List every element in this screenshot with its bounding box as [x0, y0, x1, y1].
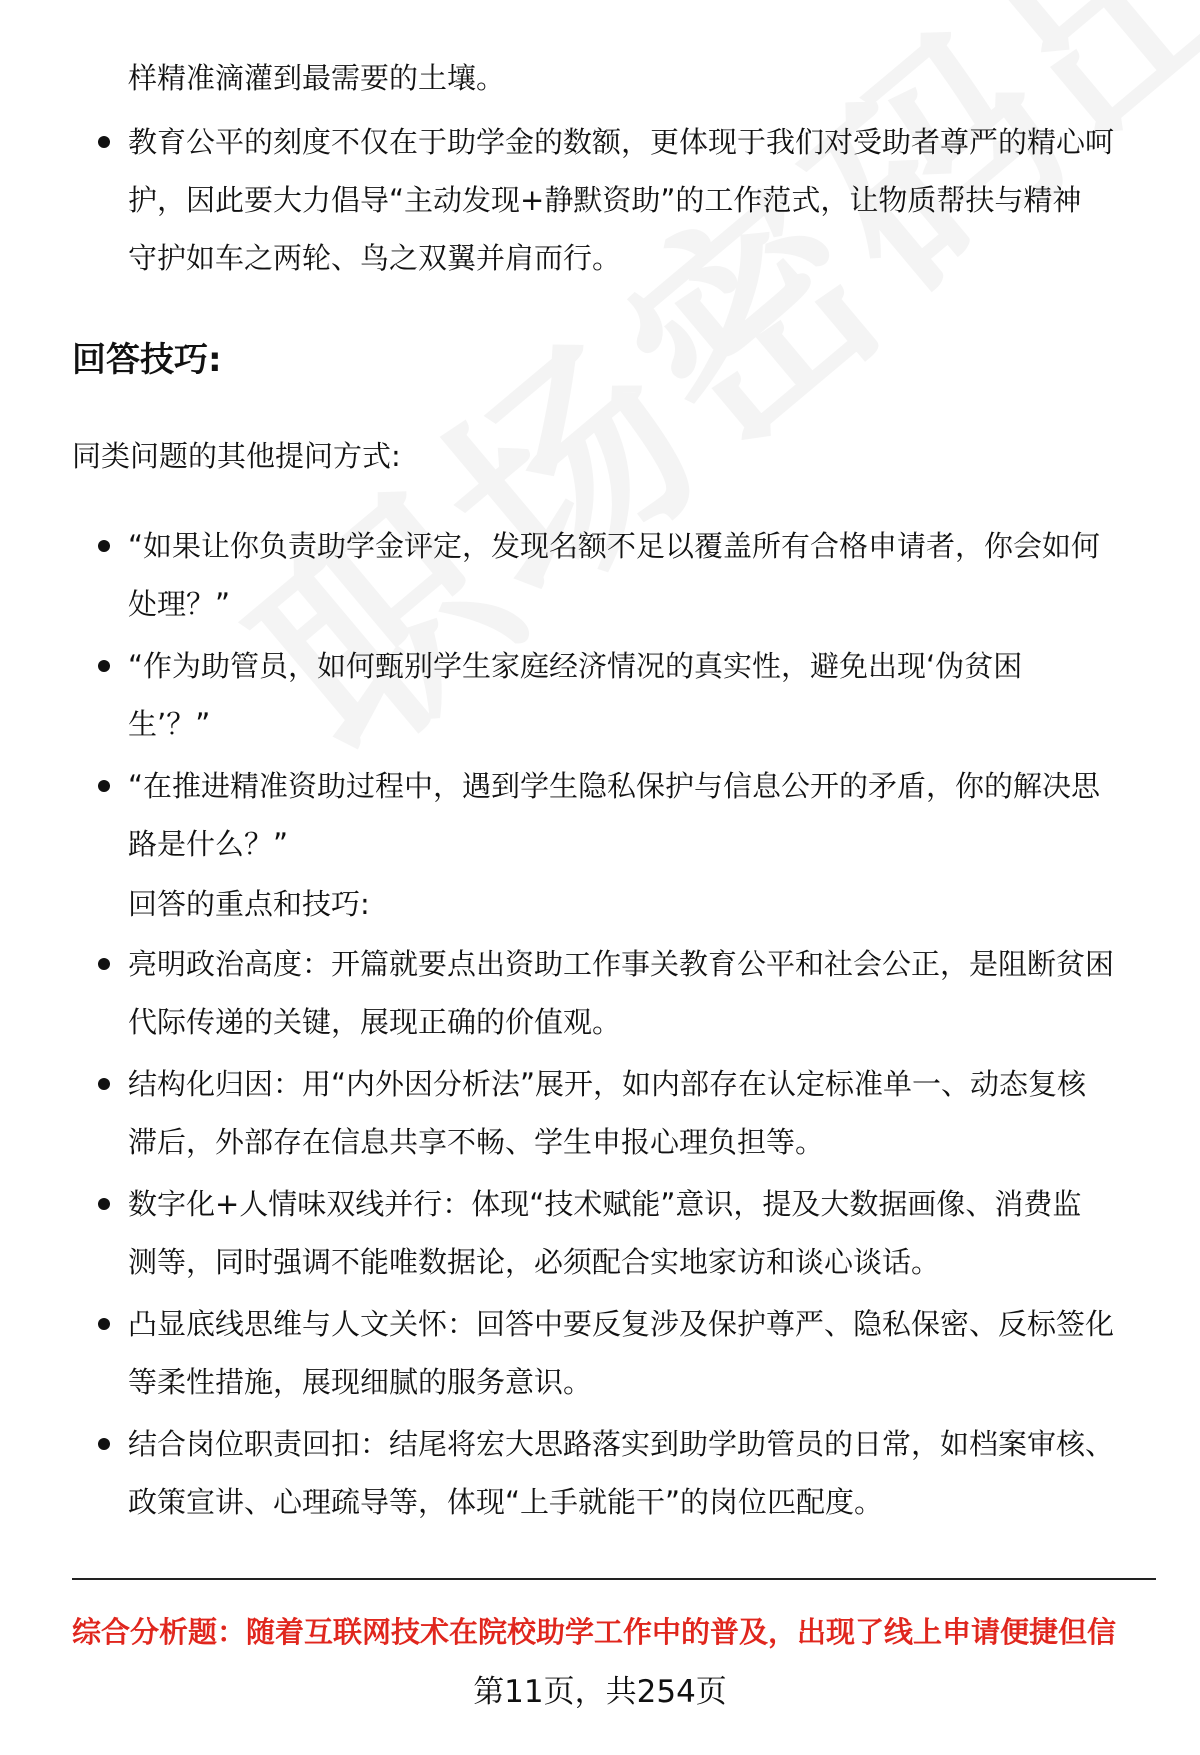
question-1-line-1: “如果让你负责助学金评定，发现名额不足以覆盖所有合格申请者，你会如何: [128, 529, 1101, 563]
intro-bullet-line-2: 护，因此要大力倡导“主动发现+静默资助”的工作范式，让物质帮扶与精神: [128, 183, 1082, 217]
bullet-icon: [98, 1078, 110, 1090]
tip-5-line-2: 政策宣讲、心理疏导等，体现“上手就能干”的岗位匹配度。: [128, 1485, 884, 1519]
bullet-icon: [98, 540, 110, 552]
bullet-icon: [98, 958, 110, 970]
bullet-icon: [98, 136, 110, 148]
bullet-icon: [98, 780, 110, 792]
section-divider: [72, 1578, 1156, 1580]
footer-question-text: 综合分析题：随着互联网技术在院校助学工作中的普及，出现了线上申请便捷但信: [72, 1615, 1117, 1649]
question-3-line-2: 路是什么？”: [128, 827, 289, 861]
page-number: 第11页，共254页: [473, 1674, 727, 1710]
bullet-icon: [98, 660, 110, 672]
tip-3-line-2: 测等，同时强调不能唯数据论，必须配合实地家访和谈心谈话。: [128, 1245, 941, 1279]
tip-4-line-2: 等柔性措施，展现细腻的服务意识。: [128, 1365, 593, 1399]
tip-2-line-2: 滞后，外部存在信息共享不畅、学生申报心理负担等。: [128, 1125, 825, 1159]
question-1-line-2: 处理？”: [128, 587, 231, 621]
similar-questions-label: 同类问题的其他提问方式:: [72, 439, 401, 473]
question-2-line-2: 生’？”: [128, 707, 211, 741]
key-points-label: 回答的重点和技巧:: [128, 887, 370, 921]
intro-continuation-line: 样精准滴灌到最需要的土壤。: [128, 61, 506, 95]
bullet-icon: [98, 1198, 110, 1210]
tip-5-line-1: 结合岗位职责回扣：结尾将宏大思路落实到助学助管员的日常，如档案审核、: [128, 1427, 1115, 1461]
tip-1-line-1: 亮明政治高度：开篇就要点出资助工作事关教育公平和社会公正，是阻断贫困: [128, 947, 1115, 981]
intro-bullet-line-3: 守护如车之两轮、鸟之双翼并肩而行。: [128, 241, 622, 275]
question-3-line-1: “在推进精准资助过程中，遇到学生隐私保护与信息公开的矛盾，你的解决思: [128, 769, 1101, 803]
bullet-icon: [98, 1318, 110, 1330]
tip-2-line-1: 结构化归因：用“内外因分析法”展开，如内部存在认定标准单一、动态复核: [128, 1067, 1087, 1101]
tip-3-line-1: 数字化+人情味双线并行：体现“技术赋能”意识，提及大数据画像、消费监: [128, 1187, 1082, 1221]
tip-1-line-2: 代际传递的关键，展现正确的价值观。: [128, 1005, 622, 1039]
question-2-line-1: “作为助管员，如何甄别学生家庭经济情况的真实性，避免出现‘伪贫困: [128, 649, 1023, 683]
intro-bullet-line-1: 教育公平的刻度不仅在于助学金的数额，更体现于我们对受助者尊严的精心呵: [128, 125, 1115, 159]
bullet-icon: [98, 1438, 110, 1450]
tip-4-line-1: 凸显底线思维与人文关怀：回答中要反复涉及保护尊严、隐私保密、反标签化: [128, 1307, 1115, 1341]
section-heading: 回答技巧:: [72, 340, 222, 380]
